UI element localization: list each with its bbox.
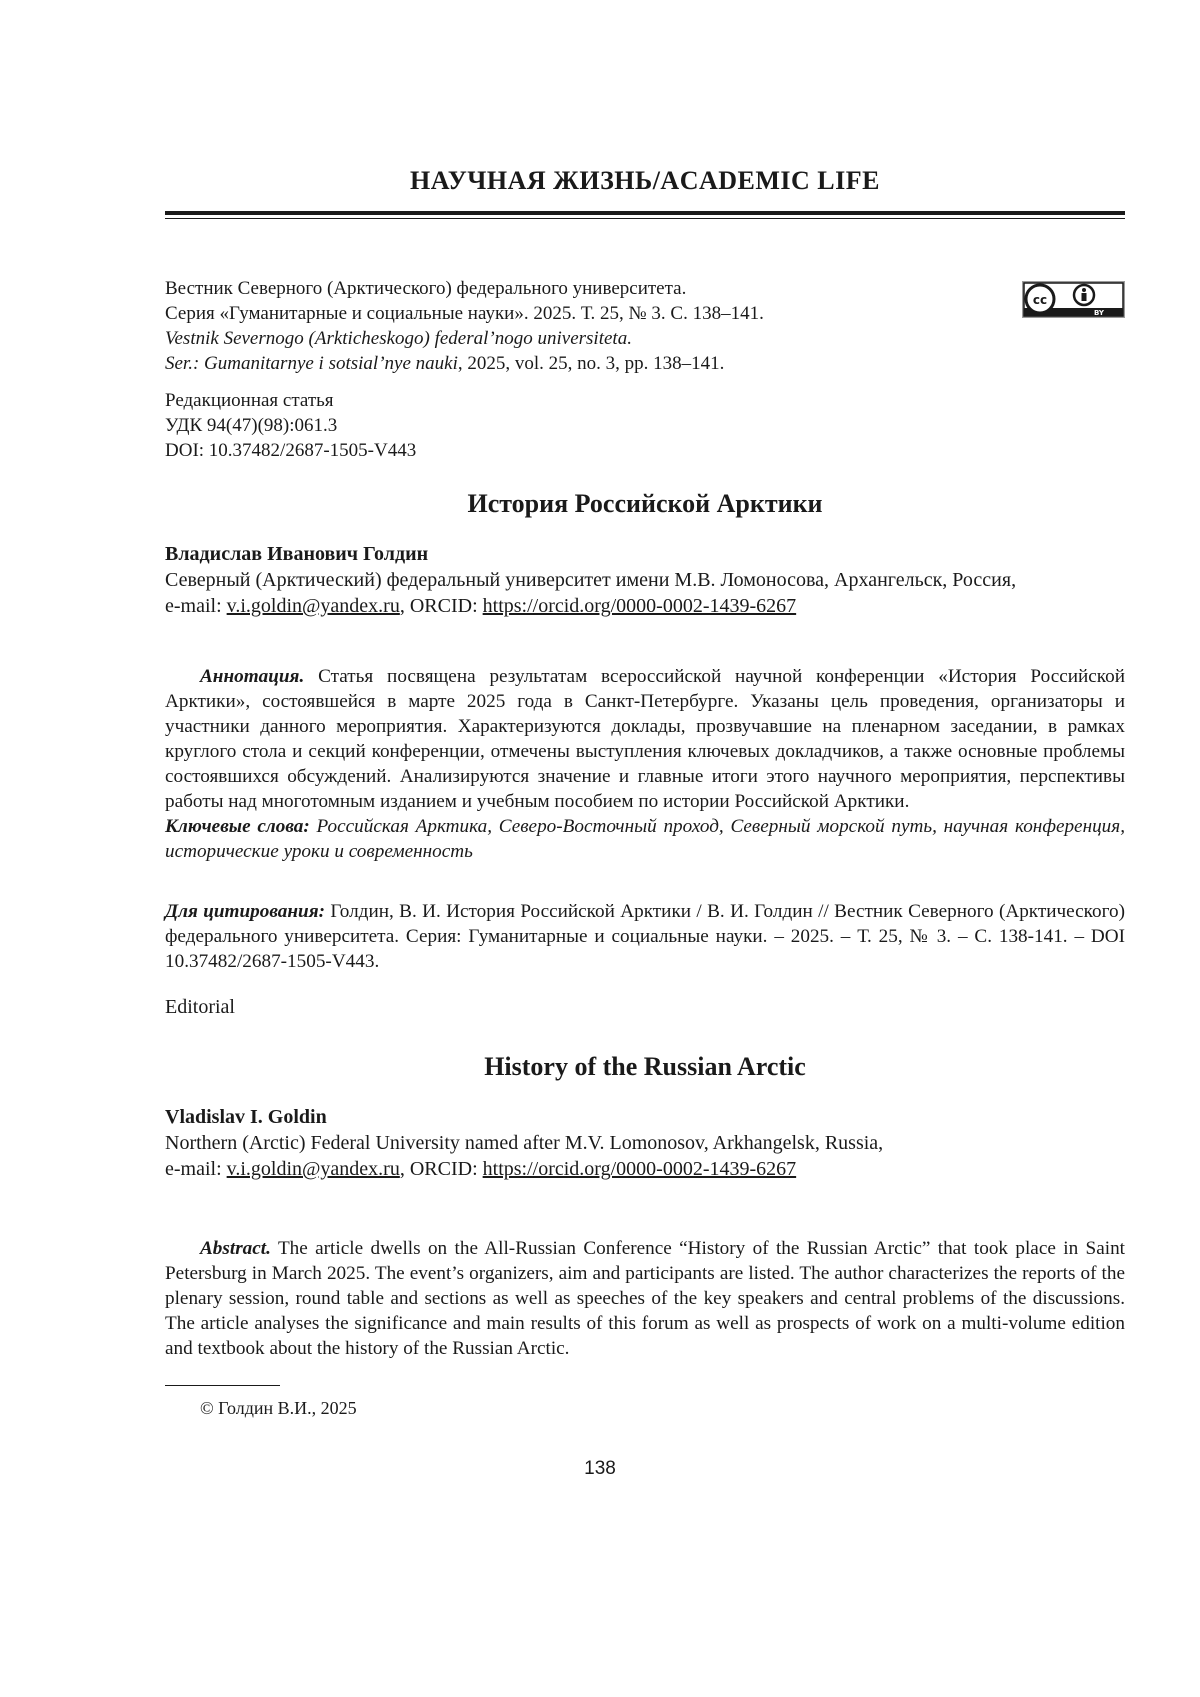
author-contacts-ru [165, 593, 1125, 619]
author-email-link-ru[interactable]: v.i.goldin@yandex.ru [226, 595, 400, 617]
citation [165, 899, 1125, 974]
keywords-text-ru: Российская Арктика, Северо-Восточный проход, Северный морской путь, научная конференция, исторические уроки и современность [165, 816, 1125, 862]
journal-ru-line-2: Серия «Гуманитарные и социальные науки». 2025. Т. 25, № 3. С. 138–141. [165, 303, 764, 324]
heading-rule-thin [165, 218, 1125, 219]
orcid-prefix-ru: , ORCID: [399, 595, 483, 617]
doi: DOI: 10.37482/2687-1505-V443 [165, 440, 417, 461]
abstract-label-ru: Аннотация. [200, 666, 305, 687]
author-email-link-en[interactable]: v.i.goldin@yandex.ru [226, 1158, 400, 1180]
abstract-paragraph-ru [165, 664, 1125, 814]
page-number: 138 [584, 1458, 616, 1479]
heading-rule-thick [165, 211, 1125, 215]
email-prefix-en: e-mail: [165, 1158, 227, 1180]
cc-by-label: BY [1093, 309, 1105, 317]
abstract-label-en: Abstract. [200, 1238, 271, 1259]
section-heading: НАУЧНАЯ ЖИЗНЬ/ACADEMIC LIFE [409, 166, 880, 195]
svg-text:cc: cc [1032, 293, 1048, 307]
ru-author-block [165, 541, 1125, 619]
article-title-ru: История Российской Арктики [467, 489, 823, 518]
author-affiliation-ru: Северный (Арктический) федеральный университет имени М.В. Ломоносова, Архангельск, Россия, [165, 569, 1017, 591]
citation-text: Голдин, В. И. История Российской Арктики / В. И. Голдин // Вестник Северного (Арктического) федерального университета. Серия: Гуманитарные и социальные науки. – 2025. – Т. 25, № 3. – С. 138-141. – DOI 10.37482/2687-1505-V443. [165, 901, 1125, 972]
journal-info [165, 276, 1125, 376]
orcid-link-ru[interactable]: https://orcid.org/0000-0002-1439-6267 [482, 595, 797, 617]
cc-by-license-icon[interactable] [1022, 281, 1125, 318]
editorial-label: Editorial [165, 996, 235, 1018]
author-name-en: Vladislav I. Goldin [165, 1106, 327, 1128]
abstract-en [165, 1236, 1125, 1361]
article-title-en: History of the Russian Arctic [484, 1052, 806, 1081]
copyright-footnote: © Голдин В.И., 2025 [200, 1398, 357, 1418]
ru-title-block [165, 488, 1125, 520]
email-prefix-ru: e-mail: [165, 595, 227, 617]
journal-en-line-1: Vestnik Severnogo (Arkticheskogo) federal’nogo universiteta. [165, 328, 632, 349]
author-contacts-en [165, 1156, 1125, 1182]
en-title-block [165, 1051, 1125, 1083]
abstract-text-en: The article dwells on the All-Russian Conference “History of the Russian Arctic” that took place in Saint Petersburg in March 2025. The event’s organizers, aim and participants are listed. The author characterizes the reports of the plenary session, round table and sections as well as speeches of the key speakers and central problems of the discussions. The article analyses the significance and main results of this forum as well as prospects of work on a multi-volume edition and textbook about the history of the Russian Arctic. [165, 1238, 1125, 1359]
journal-ru-line-1: Вестник Северного (Арктического) федерального университета. [165, 278, 687, 299]
abstract-text-ru: Статья посвящена результатам всероссийской научной конференции «История Российской Арктики», состоявшейся в марте 2025 года в Санкт-Петербурге. Указаны цель проведения, организаторы и участники данного мероприятия. Характеризуются доклады, прозвучавшие на пленарном заседании, в рамках круглого стола и секций конференции, отмечены выступления ключевых докладчиков, а также основные проблемы состоявшихся обсуждений. Анализируются значение и главные итоги этого научного мероприятия, перспективы работы над многотомным изданием и учебным пособием по истории Российской Арктики. [165, 666, 1125, 812]
citation-label: Для цитирования: [165, 901, 325, 922]
orcid-prefix-en: , ORCID: [399, 1158, 483, 1180]
abstract-ru [165, 664, 1125, 864]
orcid-link-en[interactable]: https://orcid.org/0000-0002-1439-6267 [482, 1158, 797, 1180]
citation-block [165, 899, 1125, 974]
keywords-label-ru: Ключевые слова: [165, 816, 310, 837]
article-meta [165, 388, 1125, 463]
en-author-block [165, 1104, 1125, 1182]
journal-series-italic: Ser.: Gumanitarnye i sotsial’nye nauki [165, 353, 458, 374]
journal-en-line-2 [165, 351, 1125, 376]
author-name-ru: Владислав Иванович Голдин [165, 543, 429, 565]
author-affiliation-en: Northern (Arctic) Federal University named after M.V. Lomonosov, Arkhangelsk, Russia, [165, 1132, 884, 1154]
abstract-paragraph-en [165, 1236, 1125, 1361]
article-type: Редакционная статья [165, 390, 334, 411]
udk-code: УДК 94(47)(98):061.3 [165, 415, 338, 436]
keywords-ru [165, 814, 1125, 864]
footnote-rule [165, 1385, 280, 1386]
journal-series-rest: , 2025, vol. 25, no. 3, pp. 138–141. [457, 353, 725, 374]
